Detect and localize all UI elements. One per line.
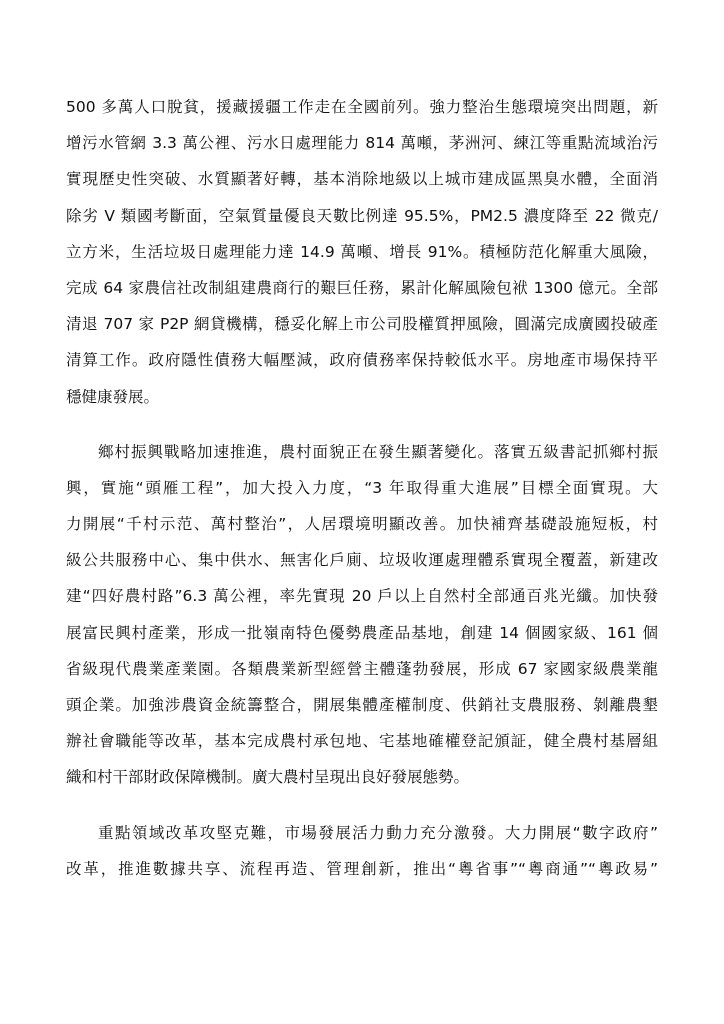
text-line: 興，實施“頭雁工程”，加大投入力度，“3 年取得重大進展”目標全面實現。大: [66, 478, 658, 497]
document-body: [66, 89, 658, 887]
text-line: 織和村干部財政保障機制。廣大農村呈現出良好發展態勢。: [66, 768, 470, 787]
text-line: 省級現代農業產業園。各類農業新型經營主體蓬勃發展，形成 67 家國家級農業龍: [66, 659, 658, 678]
text-line: 重點領域改革攻堅克難，市場發展活力動力充分激發。大力開展“數字政府”: [98, 823, 658, 842]
text-line: 實現歷史性突破、水質顯著好轉，基本消除地級以上城市建成區黑臭水體，全面消: [66, 170, 658, 189]
paragraph-key-reforms: [66, 815, 658, 887]
paragraph-rural-revitalization: [66, 434, 658, 796]
text-line: 立方米，生活垃圾日處理能力達 14.9 萬噸、增長 91%。積極防范化解重大風險，: [66, 242, 658, 261]
text-line: 建“四好農村路”6.3 萬公裡，率先實現 20 戶以上自然村全部通百兆光纖。加快發: [66, 587, 658, 606]
text-line: 頭企業。加強涉農資金統籌整合，開展集體產權制度、供銷社支農服務、剝離農墾: [66, 696, 658, 714]
text-line: 清退 707 家 P2P 網貸機構，穩妥化解上市公司股權質押風險，圓滿完成廣國投破產: [66, 315, 658, 334]
text-line: 完成 64 家農信社改制組建農商行的艱巨任務，累計化解風險包袱 1300 億元。全部: [66, 278, 658, 297]
text-line: 500 多萬人口脫貧，援藏援疆工作走在全國前列。強力整治生態環境突出問題，新: [66, 98, 658, 116]
text-line: 辦社會職能等改革，基本完成農村承包地、宅基地確權登記頒証，健全農村基層組: [66, 732, 658, 751]
paragraph-spacer: [66, 415, 658, 434]
text-line: 展富民興村產業，形成一批嶺南特色優勢農產品基地，創建 14 個國家級、161 個: [66, 623, 658, 642]
text-line: 除劣 V 類國考斷面，空氣質量優良天數比例達 95.5%，PM2.5 濃度降至 22 微克/: [66, 206, 658, 225]
text-line: 力開展“千村示范、萬村整治”，人居環境明顯改善。加快補齊基礎設施短板，村: [66, 515, 658, 534]
text-line: 清算工作。政府隱性債務大幅壓減，政府債務率保持較低水平。房地產市場保持平: [66, 351, 658, 370]
text-line: 改革，推進數據共享、流程再造、管理創新，推出“粵省事”“粵商通”“粵政易”: [66, 859, 658, 878]
text-line: 級公共服務中心、集中供水、無害化戶廁、垃圾收運處理體系實現全覆蓋，新建改: [66, 551, 658, 570]
text-line: 增污水管網 3.3 萬公裡、污水日處理能力 814 萬噸，茅洲河、練江等重點流域治污: [66, 134, 658, 153]
paragraph-ecology-risk: [66, 89, 658, 415]
text-line: 鄉村振興戰略加速推進，農村面貌正在發生顯著變化。落實五級書記抓鄉村振: [98, 442, 658, 461]
text-line: 穩健康發展。: [66, 387, 160, 406]
paragraph-spacer: [66, 796, 658, 815]
